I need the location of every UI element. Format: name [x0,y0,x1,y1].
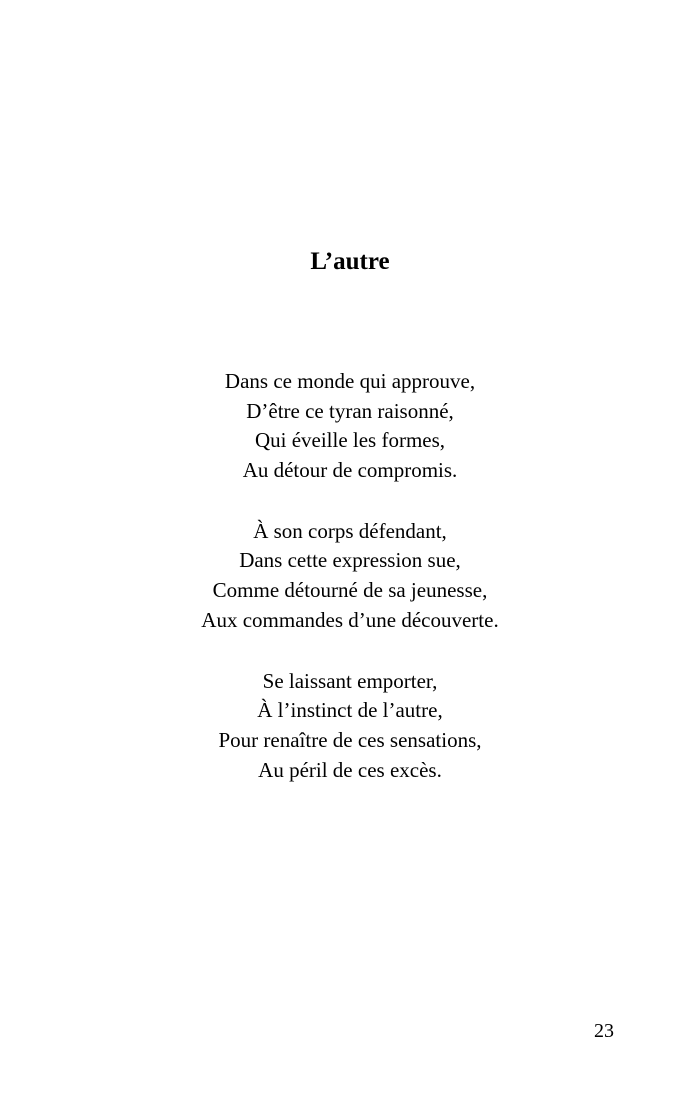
poem-line: Se laissant emporter, [262,668,438,693]
page-number: 23 [594,1020,614,1042]
poem-line: À l’instinct de l’autre, [257,698,443,723]
poem-line: Dans ce monde qui approuve, [224,369,476,393]
poem-line: Au détour de compromis. [242,458,458,483]
poem-line: D’être ce tyran raisonné, [246,398,454,423]
poem-line: Pour renaître de ces sensations, [218,727,482,752]
poem-line: Dans cette expression sue, [239,548,461,573]
poem-line: Au péril de ces excès. [258,757,442,782]
stanza-3 [0,667,700,786]
poem-line: À son corps défendant, [253,518,447,543]
poem-line: Aux commandes d’une découverte. [201,607,499,632]
poem-body [0,367,700,816]
stanza-2 [0,517,700,636]
poem-line: Qui éveille les formes, [254,428,446,453]
stanza-1 [0,367,700,486]
poem-title: L’autre [310,248,390,275]
poem-line: Comme détourné de sa jeunesse, [212,578,488,603]
